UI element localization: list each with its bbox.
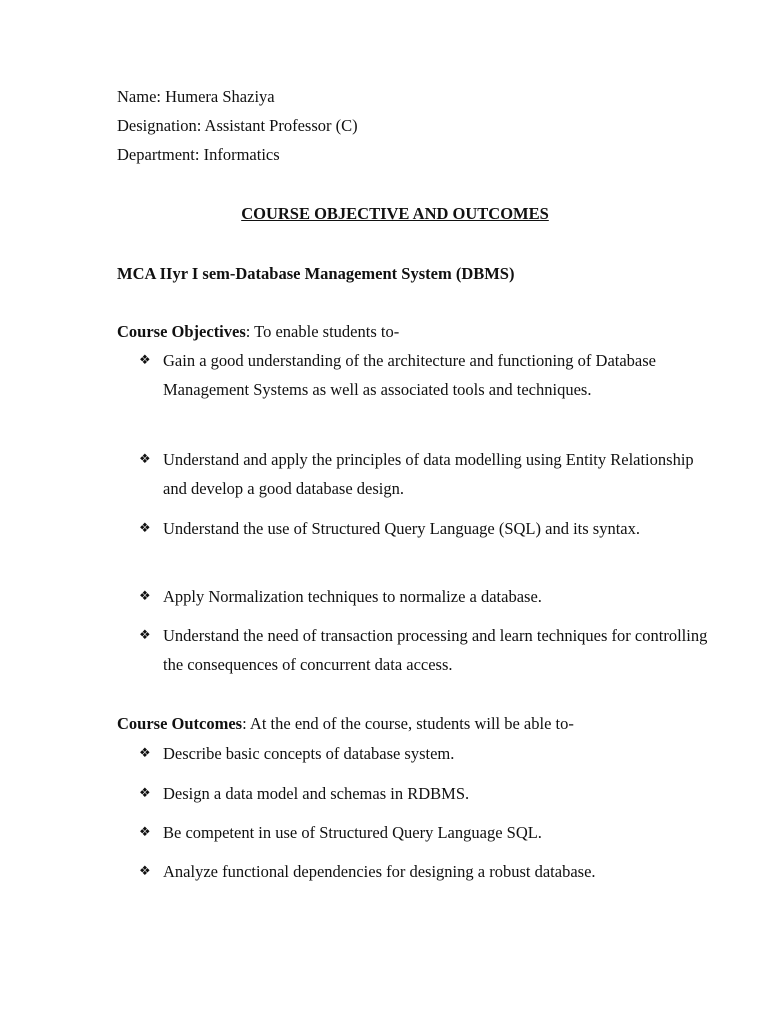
objectives-label: Course Objectives	[117, 322, 246, 341]
diamond-bullet-icon: ❖	[139, 746, 151, 761]
outcome-item-1	[139, 739, 719, 768]
objective-item-text: Gain a good understanding of the architecture and functioning of Database Management Systems as well as associated tools and techniques.	[163, 351, 656, 399]
diamond-bullet-icon: ❖	[139, 589, 151, 604]
objective-item-4	[139, 582, 719, 611]
objective-item-text: Understand the use of Structured Query Language (SQL) and its syntax.	[163, 519, 641, 538]
outcome-item-4	[139, 857, 719, 886]
diamond-bullet-icon: ❖	[139, 353, 151, 368]
diamond-bullet-icon: ❖	[139, 628, 151, 643]
outcome-item-text: Analyze functional dependencies for designing a robust database.	[163, 862, 596, 881]
diamond-bullet-icon: ❖	[139, 786, 151, 801]
outcome-item-text: Describe basic concepts of database system.	[163, 744, 455, 763]
diamond-bullet-icon: ❖	[139, 825, 151, 840]
department-line: Department: Informatics	[117, 145, 280, 164]
objective-item-5	[139, 621, 719, 679]
page-title: COURSE OBJECTIVE AND OUTCOMES	[241, 204, 549, 223]
outcomes-label: Course Outcomes	[117, 714, 243, 733]
outcomes-intro: : At the end of the course, students will be able to-	[242, 714, 574, 733]
outcomes-heading	[117, 714, 574, 734]
objective-item-1	[139, 346, 719, 404]
objective-item-3	[139, 514, 719, 543]
objectives-heading	[117, 322, 399, 342]
objective-item-text: Understand and apply the principles of data modelling using Entity Relationship and develop a good database design.	[163, 450, 694, 498]
diamond-bullet-icon: ❖	[139, 452, 151, 467]
name-line: Name: Humera Shaziya	[117, 87, 275, 106]
outcome-item-2	[139, 779, 719, 808]
diamond-bullet-icon: ❖	[139, 521, 151, 536]
objective-item-text: Apply Normalization techniques to normalize a database.	[163, 587, 542, 606]
outcome-item-text: Be competent in use of Structured Query Language SQL.	[163, 823, 542, 842]
outcome-item-text: Design a data model and schemas in RDBMS.	[163, 784, 470, 803]
diamond-bullet-icon: ❖	[139, 864, 151, 879]
objective-item-text: Understand the need of transaction processing and learn techniques for controlling the consequences of concurrent data access.	[163, 626, 708, 674]
objectives-intro: : To enable students to-	[245, 322, 400, 341]
course-heading: MCA IIyr I sem-Database Management System (DBMS)	[117, 264, 515, 283]
designation-line: Designation: Assistant Professor (C)	[117, 116, 358, 135]
outcome-item-3	[139, 818, 719, 847]
objective-item-2	[139, 445, 719, 503]
